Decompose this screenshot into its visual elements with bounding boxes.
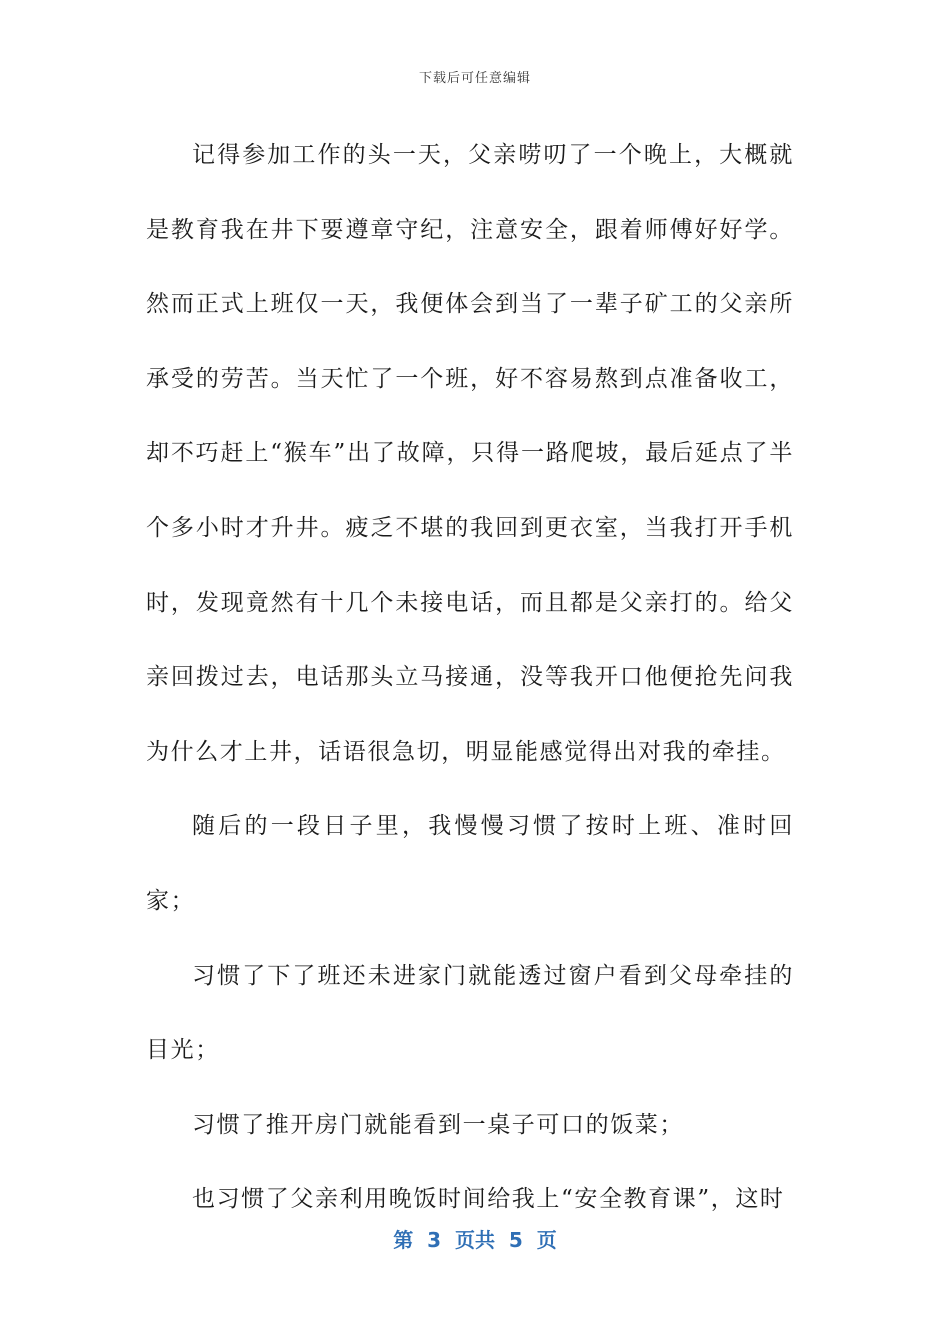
paragraph-5: 也习惯了父亲利用晚饭时间给我上“安全教育课”，这时 [192, 1186, 785, 1213]
page-header-note: 下载后可任意编辑 [418, 71, 531, 86]
paragraph-2: 随后的一段日子里，我慢慢习惯了按时上班、准时回家； [146, 813, 794, 914]
paragraph-3: 习惯了下了班还未进家门就能透过窗户看到父母牵挂的目光； [146, 962, 794, 1064]
page-number-footer: 第 3 页共 5 页 [393, 1228, 557, 1252]
paragraph-4: 习惯了推开房门就能看到一桌子可口的饭菜； [192, 1111, 684, 1138]
paragraph-1: 记得参加工作的头一天，父亲唠叨了一个晚上，大概就是教育我在井下要遵章守纪，注意安全，跟着师傅好好学。然而正式上班仅一天，我便体会到当了一辈子矿工的父亲所承受的劳苦。当天忙了一个班，好不容易熬到点准备收工，却不巧赶上“猴车”出了故障，只得一路爬坡，最后延点了半个多小时才升井。疲乏不堪的我回到更衣室，当我打开手机时，发现竟然有十几个未接电话，而且都是父亲打的。给父亲回拨过去，电话那头立马接通，没等我开口他便抢先问我为什么才上井，话语很急切，明显能感觉得出对我的牵挂。 [146, 142, 794, 765]
document-body [146, 118, 794, 1237]
